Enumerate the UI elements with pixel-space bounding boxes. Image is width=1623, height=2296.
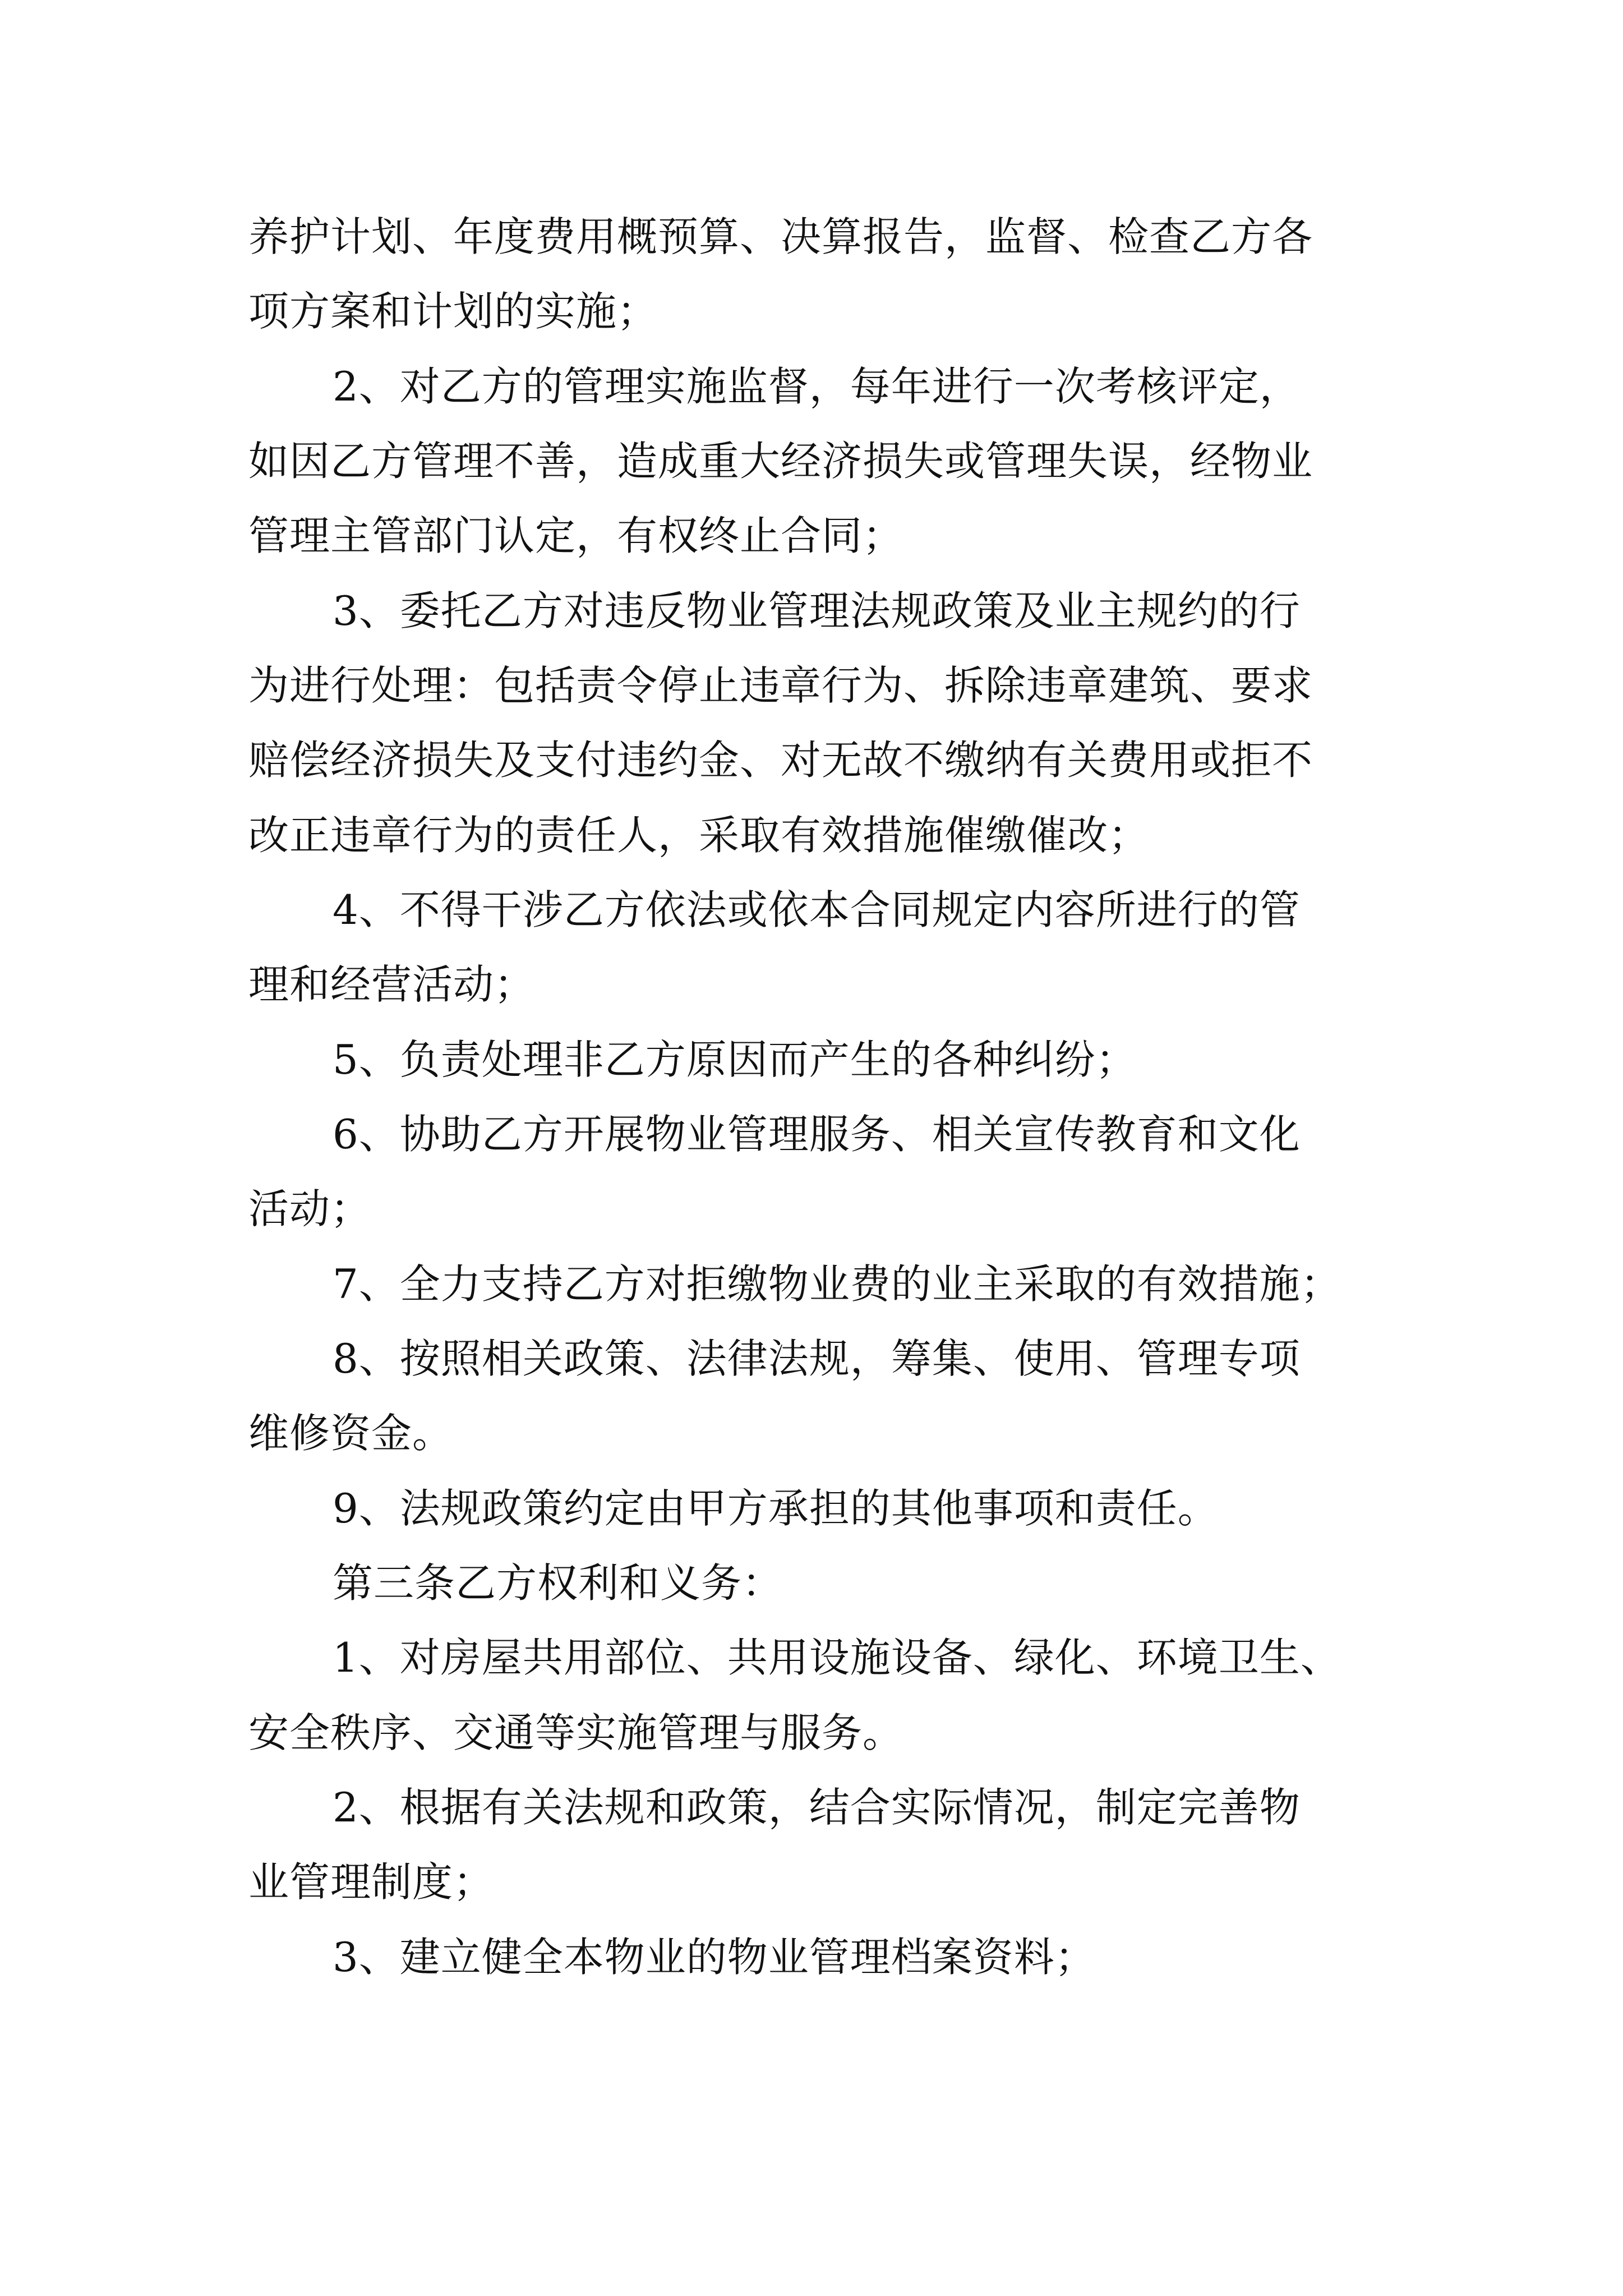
text-line: 为进行处理：包括责令停止违章行为、拆除违章建筑、要求 (248, 662, 1313, 709)
text-line: 6、协助乙方开展物业管理服务、相关宣传教育和文化 (333, 1111, 1301, 1158)
text-line: 3、委托乙方对违反物业管理法规政策及业主规约的行 (333, 587, 1301, 634)
text-line: 养护计划、年度费用概预算、决算报告，监督、检查乙方各 (248, 213, 1313, 260)
section-heading: 第三条乙方权利和义务： (333, 1559, 783, 1607)
text-line: 1、对房屋共用部位、共用设施设备、绿化、环境卫生、 (333, 1634, 1341, 1681)
text-line: 安全秩序、交通等实施管理与服务。 (248, 1709, 904, 1756)
text-line: 4、不得干涉乙方依法或依本合同规定内容所进行的管 (333, 886, 1301, 933)
text-line: 赔偿经济损失及支付违约金、对无故不缴纳有关费用或拒不 (248, 737, 1313, 784)
text-line: 3、建立健全本物业的物业管理档案资料； (333, 1934, 1096, 1981)
text-line: 8、按照相关政策、法律法规，筹集、使用、管理专项 (333, 1335, 1301, 1382)
text-line: 项方案和计划的实施； (248, 288, 658, 335)
text-line: 5、负责处理非乙方原因而产生的各种纠纷； (333, 1036, 1137, 1083)
text-line: 业管理制度； (248, 1858, 495, 1906)
text-line: 9、法规政策约定由甲方承担的其他事项和责任。 (333, 1485, 1219, 1532)
text-line: 维修资金。 (248, 1410, 454, 1457)
text-line: 2、根据有关法规和政策，结合实际情况，制定完善物 (333, 1784, 1301, 1831)
text-line: 如因乙方管理不善，造成重大经济损失或管理失误，经物业 (248, 438, 1313, 485)
text-line: 管理主管部门认定，有权终止合同； (248, 512, 904, 559)
text-line: 7、全力支持乙方对拒缴物业费的业主采取的有效措施； (333, 1260, 1341, 1308)
text-line: 改正违章行为的责任人，采取有效措施催缴催改； (248, 812, 1150, 859)
text-line: 理和经营活动； (248, 961, 536, 1008)
text-line: 2、对乙方的管理实施监督，每年进行一次考核评定， (333, 363, 1301, 410)
text-line: 活动； (248, 1185, 372, 1232)
